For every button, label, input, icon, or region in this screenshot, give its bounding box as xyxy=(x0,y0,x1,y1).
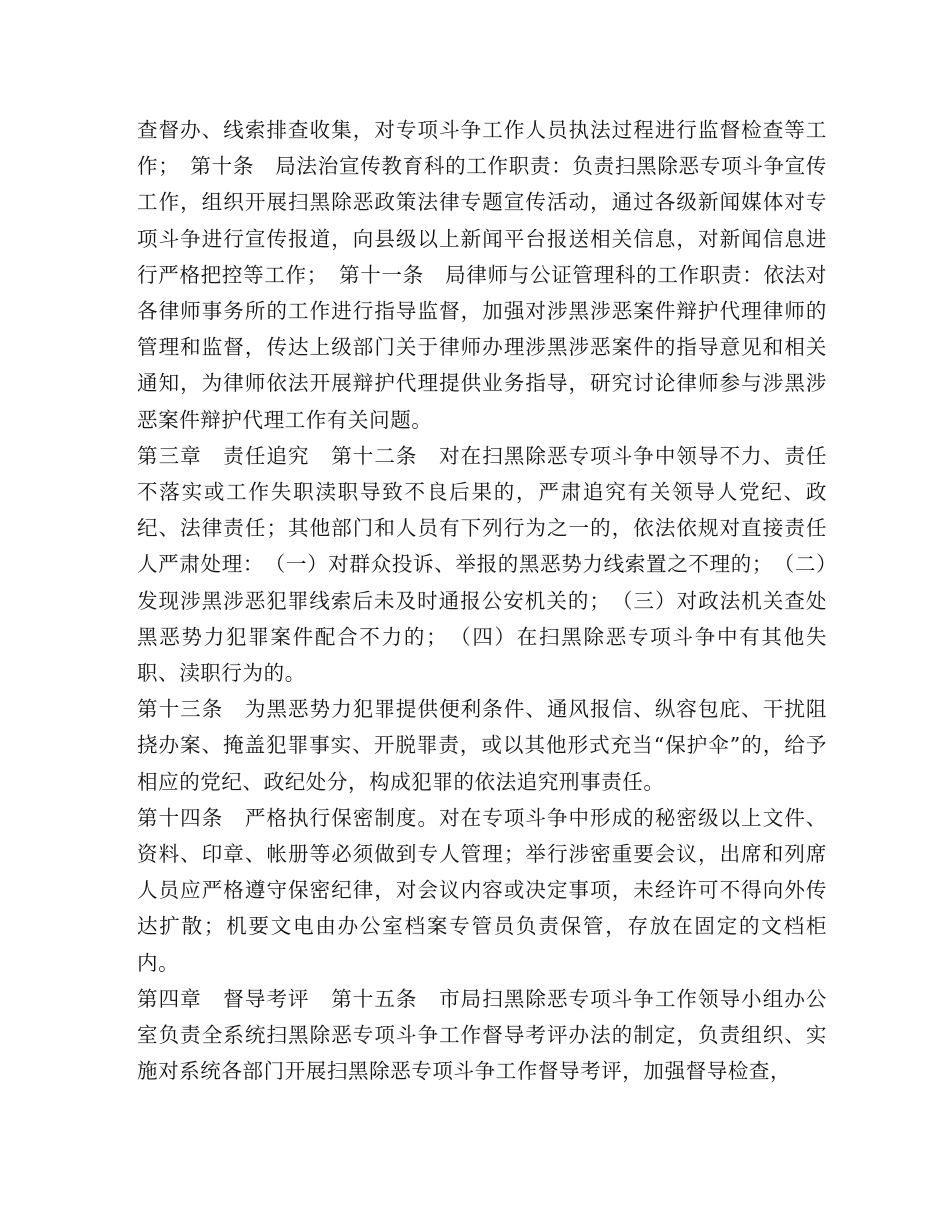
paragraph-duties-continued: 查督办、线索排查收集，对专项斗争工作人员执法过程进行监督检查等工作； 第十条 局法治宣传教育科的工作职责：负责扫黑除恶专项斗争宣传工作，组织开展扫黑除恶政策法律专题宣传活动，通过各级新闻媒体对专项斗争进行宣传报道，向县级以上新闻平台报送相关信息，对新闻信息进行严格把控等工作； 第十一条 局律师与公证管理科的工作职责：依法对各律师事务所的工作进行指导监督，加强对涉黑涉恶案件辩护代理律师的管理和监督，传达上级部门关于律师办理涉黑涉恶案件的指导意见和相关通知，为律师依法开展辩护代理提供业务指导，研究讨论律师参与涉黑涉恶案件辩护代理工作有关问题。 xyxy=(137,118,827,432)
paragraph-article-14: 第十四条 严格执行保密制度。对在专项斗争中形成的秘密级以上文件、资料、印章、帐册等必须做到专人管理；举行涉密重要会议，出席和列席人员应严格遵守保密纪律，对会议内容或决定事项，未经许可不得向外传达扩散；机要文电由办公室档案专管员负责保管，存放在固定的文档柜内。 xyxy=(137,805,827,975)
paragraph-chapter-3-accountability: 第三章 责任追究 第十二条 对在扫黑除恶专项斗争中领导不力、责任不落实或工作失职渎职导致不良后果的，严肃追究有关领导人党纪、政纪、法律责任；其他部门和人员有下列行为之一的，依法依规对直接责任人严肃处理： （一）对群众投诉、举报的黑恶势力线索置之不理的； （二）发现涉黑涉恶犯罪线索后未及时通报公安机关的； （三）对政法机关查处黑恶势力犯罪案件配合不力的； （四）在扫黑除恶专项斗争中有其他失职、渎职行为的。 xyxy=(137,443,827,686)
document-body xyxy=(137,112,827,1089)
paragraph-chapter-4-supervision: 第四章 督导考评 第十五条 市局扫黑除恶专项斗争工作领导小组办公室负责全系统扫黑除恶专项斗争工作督导考评办法的制定，负责组织、实施对系统各部门开展扫黑除恶专项斗争工作督导考评，加强督导检查， xyxy=(137,986,827,1084)
paragraph-article-13: 第十三条 为黑恶势力犯罪提供便利条件、通风报信、纵容包庇、干扰阻挠办案、掩盖犯罪事实、开脱罪责，或以其他形式充当“保护伞”的，给予相应的党纪、政纪处分，构成犯罪的依法追究刑事责任。 xyxy=(137,697,827,794)
